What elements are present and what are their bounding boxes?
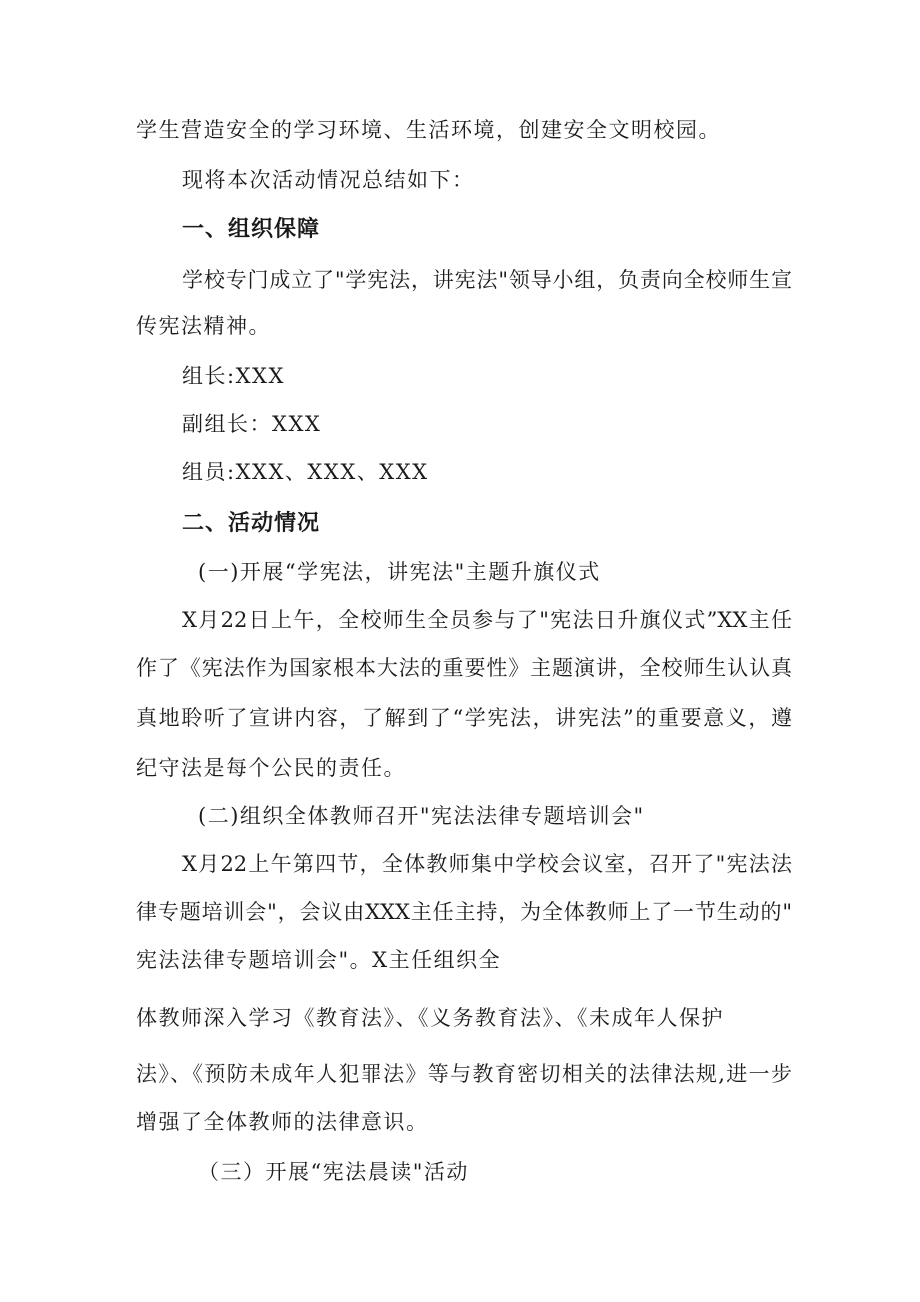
paragraph-line: 真地聆听了宣讲内容，了解到了“学宪法，讲宪法”的重要意义，遵: [136, 706, 792, 730]
paragraph-line: 法》、《预防未成年人犯罪法》等与教育密切相关的法律法规,进一步: [136, 1062, 792, 1086]
members-text: 组员:XXX、XXX、XXX: [182, 460, 429, 484]
subsection-title: (一)开展“学宪法，讲宪法"主题升旗仪式: [198, 560, 601, 584]
vice-leader-text: 副组长：XXX: [182, 412, 322, 436]
paragraph-line: 纪守法是每个公民的责任。: [136, 756, 406, 780]
leader-text: 组长:XXX: [182, 364, 285, 388]
summary-intro-text: 现将本次活动情况总结如下：: [182, 168, 475, 192]
section-heading-activities: 二、活动情况: [182, 511, 321, 536]
section-heading-organization: 一、组织保障: [182, 217, 321, 242]
paragraph-line: 宪法法律专题培训会"。X主任组织全: [136, 948, 502, 972]
paragraph-line: X月22日上午，全校师生全员参与了"宪法日升旗仪式”XX主任: [182, 608, 792, 632]
paragraph-line: X月22上午第四节，全体教师集中学校会议室，召开了"宪法法: [182, 852, 792, 876]
paragraph-line: 传宪法精神。: [136, 314, 271, 338]
intro-continuation-text: 学生营造安全的学习环境、生活环境，创建安全文明校园。: [136, 118, 721, 142]
paragraph-line: 作了《宪法作为国家根本大法的重要性》主题演讲，全校师生认认真: [136, 656, 792, 680]
paragraph-line: 学校专门成立了"学宪法，讲宪法"领导小组，负责向全校师生宣: [182, 268, 792, 292]
subsection-title: （三）开展“宪法晨读"活动: [198, 1160, 469, 1184]
paragraph-line: 体教师深入学习《教育法》、《义务教育法》、《未成年人保护: [136, 1006, 724, 1030]
paragraph-line: 增强了全体教师的法律意识。: [136, 1110, 429, 1134]
subsection-title: (二)组织全体教师召开"宪法法律专题培训会": [198, 804, 645, 828]
paragraph-line: 律专题培训会"，会议由XXX主任主持，为全体教师上了一节生动的": [136, 900, 792, 924]
